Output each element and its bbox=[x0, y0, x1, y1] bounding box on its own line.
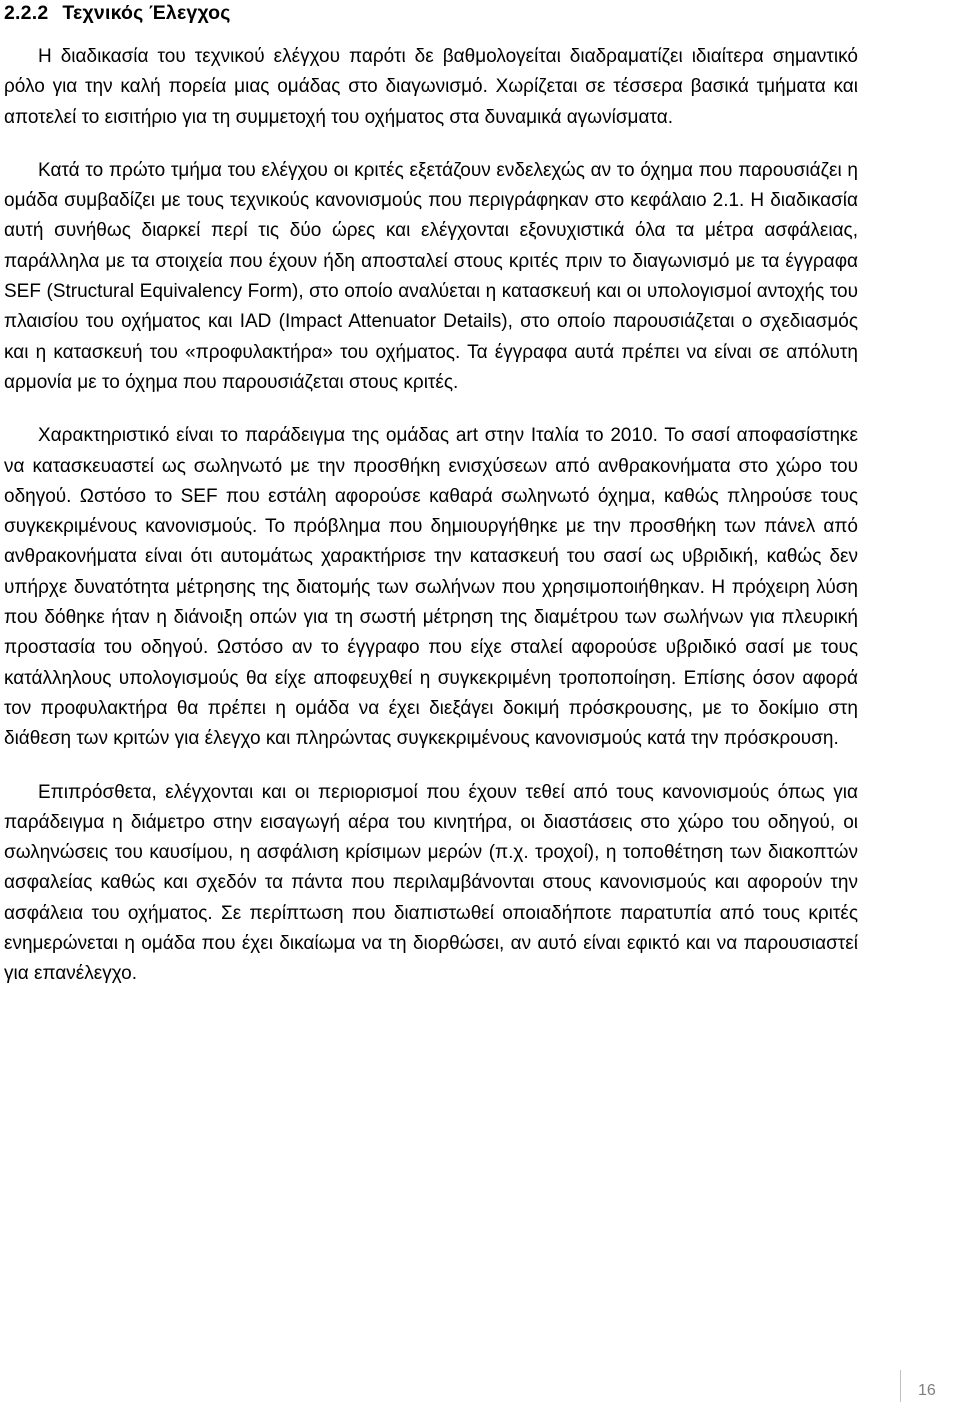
paragraph-first-stage: Κατά το πρώτο τμήμα του ελέγχου οι κριτές εξετάζουν ενδελεχώς αν το όχημα που παρουσιάζει η ομάδα συμβαδίζει με τους τεχνικούς κανονισμούς που περιγράφηκαν στο κεφάλαιο 2.1. Η διαδικασία αυτή συνήθως διαρκεί περί τις δύο ώρες και ελέγχονται εξονυχιστικά όλα τα μέτρα ασφάλειας, παράλληλα με τα στοιχεία που έχουν ήδη αποσταλεί στους κριτές πριν το διαγωνισμό με τα έγγραφα SEF (Structural Equivalency Form), στο οποίο αναλύεται η κατασκευή και οι υπολογισμοί αντοχής του πλαισίου του οχήματος και IAD (Impact Attenuator Details), στο οποίο παρουσιάζεται ο σχεδιασμός και η κατασκευή του «προφυλακτήρα» του οχήματος. Τα έγγραφα αυτά πρέπει να είναι σε απόλυτη αρμονία με το όχημα που παρουσιάζεται στους κριτές. bbox=[4, 159, 858, 393]
paragraph-intro: Η διαδικασία του τεχνικού ελέγχου παρότι δε βαθμολογείται διαδραματίζει ιδιαίτερα σημαντικό ρόλο για την καλή πορεία μιας ομάδας στο διαγωνισμό. Χωρίζεται σε τέσσερα βασικά τμήματα και αποτελεί το εισιτήριο για τη συμμετοχή του οχήματος στα δυναμικά αγωνίσματα. bbox=[4, 46, 858, 128]
footer-divider bbox=[900, 1370, 901, 1402]
section-number: 2.2.2 bbox=[4, 2, 49, 24]
paragraph-additional-checks: Επιπρόσθετα, ελέγχονται και οι περιορισμοί που έχουν τεθεί από τους κανονισμούς όπως για παράδειγμα η διάμετρο στην εισαγωγή αέρα του κινητήρα, οι διαστάσεις στο χώρο του οδηγού, οι σωληνώσεις του καυσίμου, η ασφάλιση κρίσιμων μερών (π.χ. τροχοί), η τοποθέτηση των διακοπτών ασφαλείας καθώς και σχεδόν τα πάντα που περιλαμβάνονται στους κανονισμούς και αφορούν την ασφάλεια του οχήματος. Σε περίπτωση που διαπιστωθεί οποιαδήποτε παρατυπία από τους κριτές ενημερώνεται η ομάδα που έχει δικαίωμα να τη διορθώσει, αν αυτό είναι εφικτό και να παρουσιαστεί για επανέλεγχο. bbox=[4, 781, 858, 985]
section-title: Τεχνικός Έλεγχος bbox=[62, 2, 231, 24]
section-heading bbox=[4, 0, 858, 25]
paragraph-example: Χαρακτηριστικό είναι το παράδειγμα της ομάδας art στην Ιταλία το 2010. Το σασί αποφασίστηκε να κατασκευαστεί ως σωληνωτό με την προσθήκη ενισχύσεων από ανθρακονήματα στο χώρο του οδηγού. Ωστόσο το SEF που εστάλη αφορούσε καθαρά σωληνωτό όχημα, καθώς πληρούσε τους συγκεκριμένους κανονισμούς. Το πρόβλημα που δημιουργήθηκε με την προσθήκη των πάνελ από ανθρακονήματα είναι ότι αυτομάτως χαρακτήρισε την κατασκευή του σασί ως υβριδική, καθώς δεν υπήρχε δυνατότητα μέτρησης της διατομής των σωλήνων που χρησιμοποιήθηκαν. Η πρόχειρη λύση που δόθηκε ήταν η διάνοιξη οπών για τη σωστή μέτρηση της διαμέτρου των σωλήνων για πλευρική προστασία του οδηγού. Ωστόσο αν το έγγραφο που είχε σταλεί αφορούσε υβριδικό σασί με τους κατάλληλους υπολογισμούς θα είχε αποφευχθεί η συγκεκριμένη τροποποίηση. Επίσης όσον αφορά τον προφυλακτήρα θα πρέπει η ομάδα να έχει διεξάγει δοκιμή πρόσκρουσης, με το δοκίμιο στη διάθεση των κριτών για έλεγχο και πληρώντας συγκεκριμένους κανονισμούς κατά την πρόσκρουση. bbox=[4, 425, 858, 750]
page-number: 16 bbox=[918, 1382, 936, 1399]
document-page bbox=[4, 0, 858, 990]
